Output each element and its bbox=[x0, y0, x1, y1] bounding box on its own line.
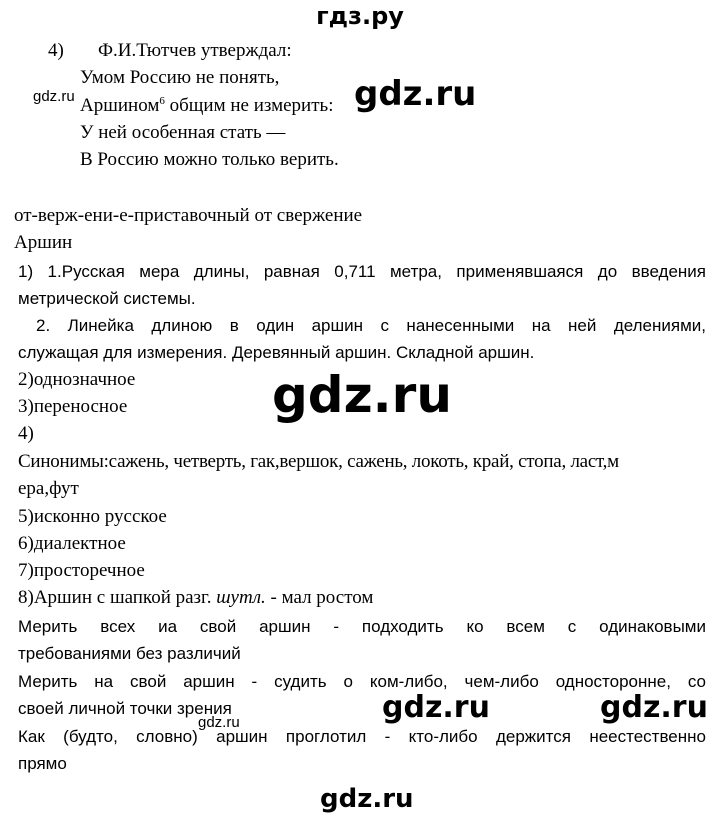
definition-1-line-2: метрической системы. bbox=[18, 289, 196, 308]
poem-intro: Ф.И.Тютчев утверждал: bbox=[98, 40, 292, 61]
definition-2-line-2: служащая для измерения. Деревянный аршин. Складной аршин. bbox=[18, 343, 535, 362]
item-4: 4) bbox=[18, 423, 34, 444]
item-8 bbox=[18, 587, 373, 609]
phrase-3-line-2: прямо bbox=[18, 754, 67, 773]
item-3: 3)переносное bbox=[18, 396, 128, 417]
footnote-marker: 6 bbox=[159, 95, 165, 107]
poem-line-1: Умом Россию не понять, bbox=[80, 67, 280, 88]
phrase-1-line-2: требованиями без различий bbox=[18, 644, 241, 663]
phrase-2-line-2: своей личной точки зрения bbox=[18, 699, 232, 718]
poem-line-2-word: Аршином bbox=[80, 95, 160, 116]
definition-1-line-1: 1) 1.Русская мера длины, равная 0,711 метра, применявшаяся до введения bbox=[18, 262, 706, 281]
item-7: 7)просторечное bbox=[18, 560, 145, 581]
watermark-mid-right: gdz.ru bbox=[600, 690, 708, 725]
item-5: 5)исконно русское bbox=[18, 506, 167, 527]
watermark-center: gdz.ru bbox=[272, 366, 452, 424]
item-8-suffix: - мал ростом bbox=[265, 587, 374, 608]
headword: Аршин bbox=[14, 232, 73, 253]
watermark-footer: gdz.ru bbox=[320, 784, 414, 814]
watermark-small: gdz.ru bbox=[33, 88, 75, 105]
poem-number: 4) bbox=[48, 40, 64, 61]
watermark-large: gdz.ru bbox=[354, 74, 477, 114]
item-8-prefix: 8)Аршин с шапкой разг. bbox=[18, 587, 217, 608]
definition-2-line-1: 2. Линейка длиною в один аршин с нанесенными на ней делениями, bbox=[36, 316, 706, 335]
item-6: 6)диалектное bbox=[18, 533, 126, 554]
morpheme-analysis: от-верж-ени-е-приставочный от свержение bbox=[14, 205, 363, 226]
poem-line-2 bbox=[80, 95, 333, 117]
watermark-mid-left: gdz.ru bbox=[382, 690, 490, 725]
page-header-title: гдз.ру bbox=[316, 2, 404, 30]
item-2: 2)однозначное bbox=[18, 369, 136, 390]
poem-line-4: В Россию можно только верить. bbox=[80, 149, 339, 170]
watermark-small-2: gdz.ru bbox=[198, 714, 240, 731]
phrase-1-line-1: Мерить всех иа свой аршин - подходить ко всем с одинаковыми bbox=[18, 617, 706, 636]
poem-line-3: У ней особенная стать — bbox=[80, 122, 286, 143]
synonyms-line-2: ера,фут bbox=[18, 478, 79, 499]
item-8-italic: шутл. bbox=[216, 587, 266, 608]
poem-line-2-rest: общим не измерить: bbox=[164, 95, 334, 116]
phrase-3-line-1: Как (будто, словно) аршин проглотил - кто-либо держится неестественно bbox=[18, 727, 706, 746]
phrase-2-line-1: Мерить на свой аршин - судить о ком-либо, чем-либо односторонне, со bbox=[18, 672, 706, 691]
synonyms-line-1: Синонимы:сажень, четверть, гак,вершок, сажень, локоть, край, стопа, ласт,м bbox=[18, 451, 619, 472]
